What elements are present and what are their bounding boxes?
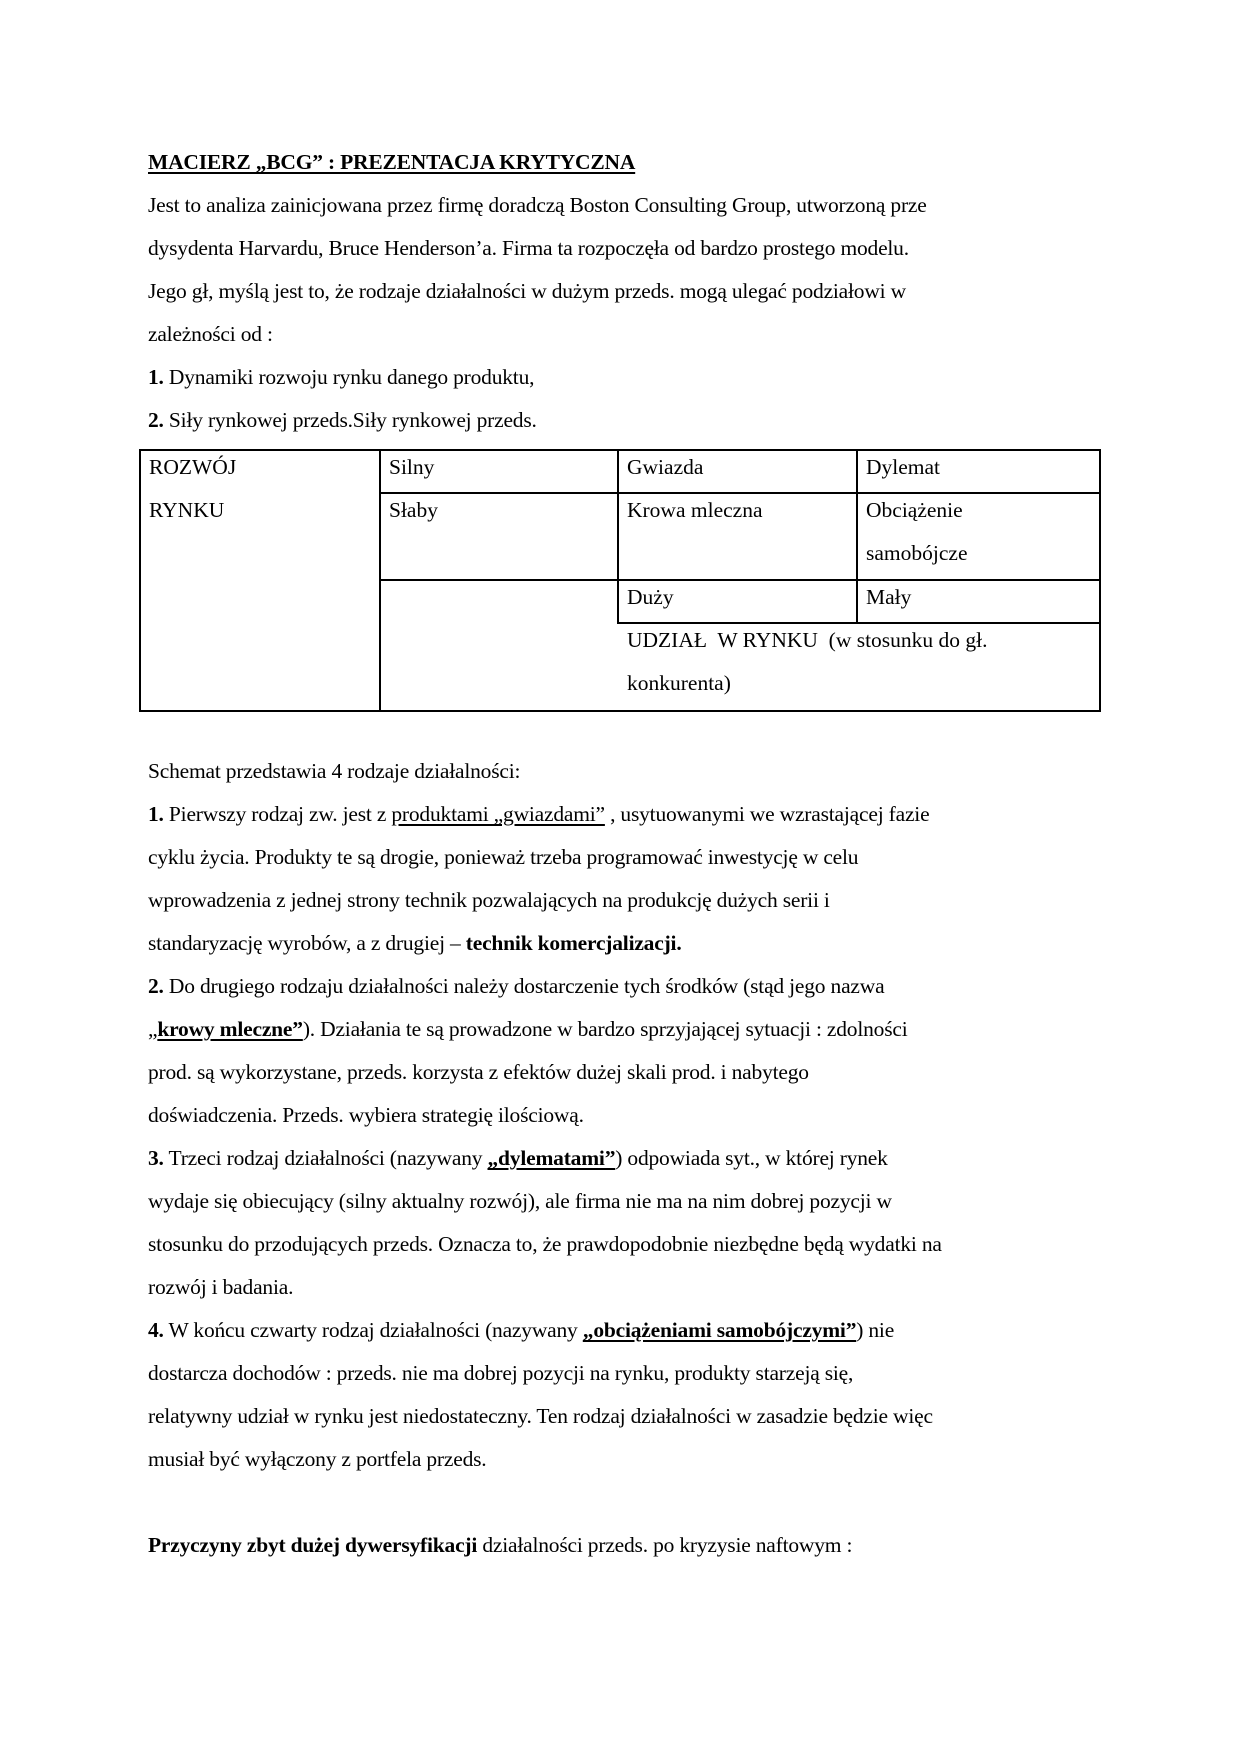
growth-weak: Słaby xyxy=(389,498,438,522)
item-3-line-2: wydaje się obiecujący (silny aktualny rozwój), ale firma nie ma na nim dobrej pozycji w xyxy=(148,1189,892,1213)
row-header-line-1: ROZWÓJ xyxy=(149,455,237,479)
criterion-number: 2. xyxy=(148,408,164,432)
intro-line-1: Jest to analiza zainicjowana przez firmę doradczą Boston Consulting Group, utworzoną prze xyxy=(148,193,927,217)
final-heading-line xyxy=(148,1531,852,1559)
row-header-line-2: RYNKU xyxy=(149,498,225,522)
item-2-line-2 xyxy=(148,1015,908,1043)
intro-line-3: Jego gł, myślą jest to, że rodzaje działalności w dużym przeds. mogą ulegać podziałowi w xyxy=(148,279,906,303)
item-3-line-1 xyxy=(148,1144,888,1172)
text: „ xyxy=(148,1017,158,1041)
text: Pierwszy rodzaj zw. jest z xyxy=(163,802,392,826)
bold-underlined-term: „obciążeniami samobójczymi” xyxy=(582,1318,857,1342)
text: W końcu czwarty rodzaj działalności (nazywany xyxy=(163,1318,583,1342)
item-2-line-3: prod. są wykorzystane, przeds. korzysta z efektów dużej skali prod. i nabytego xyxy=(148,1060,809,1084)
document-title: MACIERZ „BCG” : PREZENTACJA KRYTYCZNA xyxy=(148,150,636,174)
quadrant-dog-line-1: Obciążenie xyxy=(866,498,963,522)
item-3-line-4: rozwój i badania. xyxy=(148,1275,294,1299)
text: technik komercjalizacji. xyxy=(465,931,682,955)
intro-line-2: dysydenta Harvardu, Bruce Henderson’a. Firma ta rozpoczęła od bardzo prostego modelu. xyxy=(148,236,909,260)
item-4-line-3: relatywny udział w rynku jest niedostateczny. Ten rodzaj działalności w zasadzie będzie więc xyxy=(148,1404,933,1428)
bold-heading: Przyczyny zbyt dużej dywersyfikacji xyxy=(148,1533,478,1557)
item-number: 2. xyxy=(148,974,164,998)
intro-line-4: zależności od : xyxy=(148,322,273,346)
text: standaryzację wyrobów, a z drugiej – xyxy=(148,931,466,955)
item-1-line-2: cyklu życia. Produkty te są drogie, ponieważ trzeba programować inwestycję w celu xyxy=(148,845,859,869)
share-small: Mały xyxy=(866,585,912,609)
share-large: Duży xyxy=(627,585,674,609)
text: działalności przeds. po kryzysie naftowym : xyxy=(477,1533,853,1557)
text: Trzeci rodzaj działalności (nazywany xyxy=(163,1146,488,1170)
underlined-term: produktami „gwiazdami” xyxy=(391,802,605,826)
share-label-line-2: konkurenta) xyxy=(627,671,731,695)
criterion-text: Siły rynkowej przeds.Siły rynkowej przeds. xyxy=(163,408,537,432)
item-2-line-4: doświadczenia. Przeds. wybiera strategię ilościową. xyxy=(148,1103,584,1127)
item-1-line-3: wprowadzenia z jednej strony technik pozwalających na produkcję dużych serii i xyxy=(148,888,830,912)
text: ) nie xyxy=(856,1318,895,1342)
bold-underlined-term: krowy mleczne” xyxy=(157,1017,303,1041)
item-3-line-3: stosunku do przodujących przeds. Oznacza to, że prawdopodobnie niezbędne będą wydatki na xyxy=(148,1232,942,1256)
quadrant-star: Gwiazda xyxy=(627,455,704,479)
item-number: 3. xyxy=(148,1146,164,1170)
criterion-number: 1. xyxy=(148,365,164,389)
text: , usytuowanymi we wzrastającej fazie xyxy=(604,802,930,826)
text: Do drugiego rodzaju działalności należy dostarczenie tych środków (stąd jego nazwa xyxy=(163,974,885,998)
text: ) odpowiada syt., w której rynek xyxy=(615,1146,888,1170)
quadrant-dilemma: Dylemat xyxy=(866,455,941,479)
bold-underlined-term: „dylematami” xyxy=(487,1146,616,1170)
item-4-line-2: dostarcza dochodów : przeds. nie ma dobrej pozycji na rynku, produkty starzeją się, xyxy=(148,1361,854,1385)
item-number: 4. xyxy=(148,1318,164,1342)
criterion-2 xyxy=(148,406,537,434)
item-4-line-4: musiał być wyłączony z portfela przeds. xyxy=(148,1447,487,1471)
growth-strong: Silny xyxy=(389,455,435,479)
quadrant-dog-line-2: samobójcze xyxy=(866,541,968,565)
criterion-text: Dynamiki rozwoju rynku danego produktu, xyxy=(163,365,535,389)
text: ). Działania te są prowadzone w bardzo sprzyjającej sytuacji : zdolności xyxy=(302,1017,908,1041)
share-label-line-1: UDZIAŁ W RYNKU (w stosunku do gł. xyxy=(627,628,988,652)
item-number: 1. xyxy=(148,802,164,826)
quadrant-cash-cow: Krowa mleczna xyxy=(627,498,763,522)
item-1-line-1 xyxy=(148,800,929,828)
item-4-line-1 xyxy=(148,1316,894,1344)
item-2-line-1 xyxy=(148,972,884,1000)
item-1-line-4 xyxy=(148,929,682,957)
criterion-1 xyxy=(148,363,534,391)
bcg-matrix-table xyxy=(139,449,1101,712)
schema-intro: Schemat przedstawia 4 rodzaje działalności: xyxy=(148,759,521,783)
